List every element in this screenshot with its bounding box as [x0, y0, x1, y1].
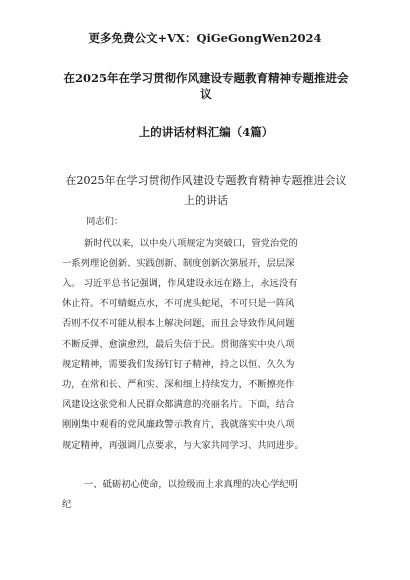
paragraph-line-end: 入。: [62, 278, 81, 289]
speech-title-line-2: 上的讲话: [184, 194, 228, 207]
paragraph-line: 休止符。不可蜻蜓点水，不可虎头蛇尾，不可只是一阵风: [62, 298, 295, 310]
greeting: 同志们：: [86, 216, 124, 227]
paragraph-line: 刚刚集中观看的党风廉政警示教育片，我就落实中央八项: [62, 419, 295, 431]
paragraph-line-start: 习近平总书记强调，作风建设永远在路上，永远没有: [83, 278, 298, 289]
paragraph-1: [62, 234, 352, 274]
paragraph-line: 新时代以来，以中央八项规定为突破口，管党治党的: [84, 238, 298, 249]
paragraph-3: [62, 475, 352, 515]
paragraph-line: 一系列理论创新、实践创新、制度创新次第展开，层层深: [62, 258, 295, 270]
speech-title-line-1: 在2025年在学习贯彻作风建设专题教育精神专题推进会议: [65, 174, 347, 187]
paragraph-line: 不断反弹、愈演愈烈，最后失信于民。贯彻落实中央八项: [62, 338, 295, 350]
paragraph-line: 规定精神，需要我们发扬钉钉子精神，持之以恒、久久为: [62, 358, 295, 370]
compilation-title-line-2: 上的讲话材料汇编（4篇）: [138, 125, 274, 139]
paragraph-line: 纪: [62, 499, 72, 511]
paragraph-line: 否则不仅不可能从根本上解决问题，而且会导致作风问题: [62, 318, 295, 330]
page-header: 更多免费公文+VX：QiGeGongWen2024: [88, 31, 322, 45]
paragraph-2: [62, 274, 352, 456]
paragraph-line: 风建设这张党和人民群众都满意的亮丽名片。下面，结合: [62, 399, 295, 411]
paragraph-line: [62, 274, 352, 294]
paragraph-line: 规定精神，再强调几点要求，与大家共同学习、共同进步。: [62, 439, 304, 451]
paragraph-line: 一、砥砺初心使命，以捡级而上求真理的决心学纪明: [84, 479, 298, 490]
paragraph-line: 功，在常和长、严和实、深和细上持续发力，不断擦亮作: [62, 379, 295, 391]
compilation-title-line-1: 在2025年在学习贯彻作风建设专题教育精神专题推进会议: [63, 71, 349, 101]
